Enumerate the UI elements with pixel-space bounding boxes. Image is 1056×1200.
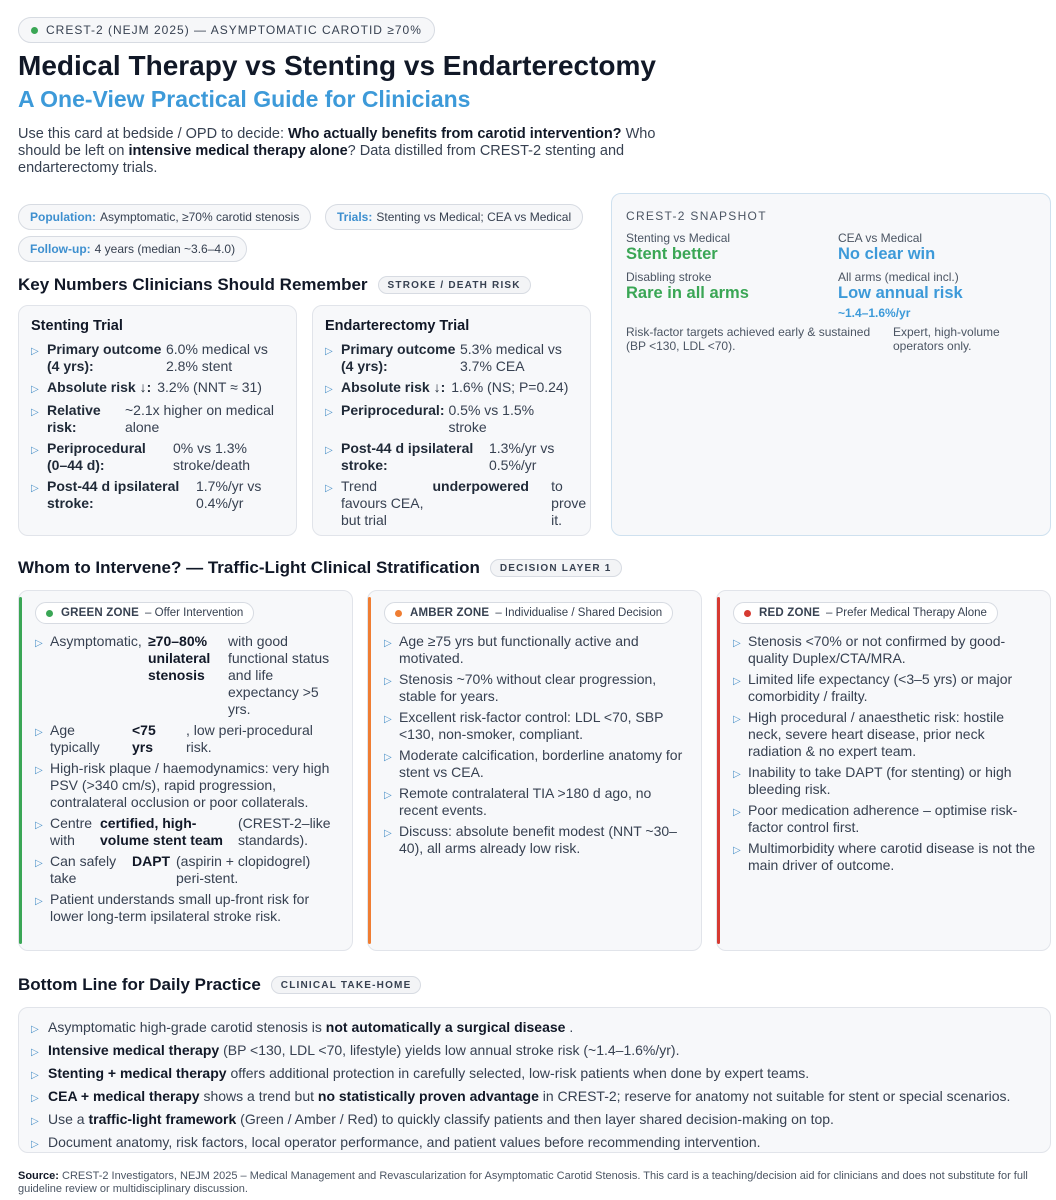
list-item: ▷ Intensive medical therapy (BP <130, LDL <70, lifestyle) yields low annual stroke risk (~1.4–1.6%/yr). [31,1042,1050,1061]
bullet-triangle-icon: ▷ [35,896,43,907]
bullet-triangle-icon: ▷ [733,845,741,856]
green-dot-icon [46,610,53,617]
endarterectomy-trial-title: Endarterectomy Trial [325,318,470,334]
snapshot-card [611,193,1051,536]
key-numbers-tag: STROKE / DEATH RISK [378,276,531,294]
list-item: ▷ Age typically <75 yrs , low peri-procedural risk. [35,722,313,755]
stat-row: ▷ Primary outcome (4 yrs): 5.3% medical vs 3.7% CEA [325,341,562,374]
followup-chip: Follow-up: 4 years (median ~3.6–4.0) [18,236,247,262]
snapshot-value: Stent better [626,245,718,263]
bullet-triangle-icon: ▷ [325,384,333,395]
stat-row: ▷ Absolute risk ↓: 1.6% (NS; P=0.24) [325,379,590,398]
population-chip: Population: Asymptomatic, ≥70% carotid stenosis [18,204,311,230]
bottom-line-heading: Bottom Line for Daily Practice CLINICAL TAKE-HOME [18,975,421,995]
stat-row: ▷ Primary outcome (4 yrs): 6.0% medical vs 2.8% stent [31,341,268,374]
bullet-triangle-icon: ▷ [31,407,39,418]
stat-row: ▷ Relative risk: ~2.1x higher on medical alone [31,402,275,435]
stat-row: ▷ Trend favours CEA, but trial underpowered to prove it. [325,478,587,528]
list-item: ▷ Document anatomy, risk factors, local operator performance, and patient values before recommending intervention. [31,1134,1050,1153]
amber-zone-bar [368,597,371,944]
list-item: ▷ Remote contralateral TIA >180 d ago, no recent events. [384,785,652,818]
snapshot-subvalue: ~1.4–1.6%/yr [838,306,911,320]
bullet-triangle-icon: ▷ [31,1070,39,1081]
list-item: ▷ Poor medication adherence – optimise risk-factor control first. [733,802,1018,835]
bullet-triangle-icon: ▷ [31,1024,39,1035]
green-dot-icon [31,27,38,34]
amber-zone-pill: AMBER ZONE – Individualise / Shared Decision [384,602,673,624]
bullet-triangle-icon: ▷ [35,638,43,649]
bullet-triangle-icon: ▷ [733,676,741,687]
stat-row: ▷ Post-44 d ipsilateral stroke: 1.7%/yr vs 0.4%/yr [31,478,262,511]
snapshot-value: No clear win [838,245,936,263]
bullet-triangle-icon: ▷ [31,1139,39,1150]
list-item: ▷ CEA + medical therapy shows a trend but no statistically proven advantage in CREST-2; reserve for anatomy not suitable for stent or special scenarios. [31,1088,1050,1107]
bullet-triangle-icon: ▷ [384,828,392,839]
snapshot-value: Low annual risk [838,284,963,302]
stat-row: ▷ Periprocedural: 0.5% vs 1.5% stroke [325,402,535,435]
bullet-triangle-icon: ▷ [31,346,39,357]
bullet-triangle-icon: ▷ [31,1093,39,1104]
bullet-triangle-icon: ▷ [384,790,392,801]
red-zone-bar [717,597,720,944]
list-item: ▷ Patient understands small up-front risk for lower long-term ipsilateral stroke risk. [35,891,310,924]
list-item: ▷ High procedural / anaesthetic risk: hostile neck, severe heart disease, prior neck radiation & no expert team. [733,709,1005,759]
list-item: ▷ Stenosis <70% or not confirmed by good-quality Duplex/CTA/MRA. [733,633,1006,666]
bullet-triangle-icon: ▷ [733,807,741,818]
bullet-triangle-icon: ▷ [31,445,39,456]
list-item: ▷ Stenosis ~70% without clear progression, stable for years. [384,671,657,704]
bullet-triangle-icon: ▷ [325,346,333,357]
green-zone-list [35,633,344,929]
snapshot-key: CEA vs Medical [838,231,923,245]
bullet-triangle-icon: ▷ [325,407,333,418]
stratification-heading: Whom to Intervene? — Traffic-Light Clinical Stratification DECISION LAYER 1 [18,558,622,578]
bullet-triangle-icon: ▷ [35,727,43,738]
trial-badge [18,17,435,43]
amber-zone-card [367,590,702,951]
list-item: ▷ Centre with certified, high-volume stent team (CREST-2–like standards). [35,815,331,848]
snapshot-value: Rare in all arms [626,284,749,302]
list-item: ▷ Can safely take DAPT (aspirin + clopidogrel) peri-stent. [35,853,311,886]
list-item: ▷ Asymptomatic, ≥70–80% unilateral stenosis with good functional status and life expectancy >5 yrs. [35,633,330,717]
stenting-trial-card [18,305,297,536]
bullet-triangle-icon: ▷ [35,858,43,869]
page-title: Medical Therapy vs Stenting vs Endarterectomy [18,50,656,81]
bullet-triangle-icon: ▷ [733,638,741,649]
list-item: ▷ Excellent risk-factor control: LDL <70, SBP <130, non-smoker, compliant. [384,709,664,742]
bullet-triangle-icon: ▷ [733,714,741,725]
trials-chip: Trials: Stenting vs Medical; CEA vs Medical [325,204,583,230]
list-item: ▷ High-risk plaque / haemodynamics: very high PSV (>340 cm/s), rapid progression, contralateral occlusion or poor collaterals. [35,760,330,810]
green-zone-card [18,590,353,951]
list-item: ▷ Age ≥75 yrs but functionally active and motivated. [384,633,639,666]
amber-zone-list [384,633,693,861]
bullet-triangle-icon: ▷ [31,483,39,494]
stat-row: ▷ Periprocedural (0–44 d): 0% vs 1.3% stroke/death [31,440,251,473]
list-item: ▷ Inability to take DAPT (for stenting) or high bleeding risk. [733,764,1012,797]
list-item: ▷ Limited life expectancy (<3–5 yrs) or major comorbidity / frailty. [733,671,1013,704]
bottom-line-tag: CLINICAL TAKE-HOME [271,976,422,994]
endarterectomy-trial-card [312,305,591,536]
bullet-triangle-icon: ▷ [35,820,43,831]
list-item: ▷ Asymptomatic high-grade carotid stenosis is not automatically a surgical disease . [31,1019,1050,1038]
stenting-trial-title: Stenting Trial [31,318,123,334]
source-footnote: Source: CREST-2 Investigators, NEJM 2025 – Medical Management and Revascularization for Asymptomatic Carotid Stenosis. This card is a teaching/decision aid for clinicians and does not substitute for full guideline review or multidisciplinary discussion. [18,1170,1028,1195]
key-numbers-heading: Key Numbers Clinicians Should Remember STROKE / DEATH RISK [18,275,531,295]
snapshot-note-right: Expert, high-volume operators only. [893,325,1000,353]
list-item: ▷ Use a traffic-light framework (Green / Amber / Red) to quickly classify patients and then layer shared decision-making on top. [31,1111,1050,1130]
bullet-triangle-icon: ▷ [325,445,333,456]
green-zone-pill: GREEN ZONE – Offer Intervention [35,602,254,624]
stat-row: ▷ Post-44 d ipsilateral stroke: 1.3%/yr vs 0.5%/yr [325,440,555,473]
snapshot-key: All arms (medical incl.) [838,270,959,284]
page-subtitle: A One-View Practical Guide for Clinicians [18,86,471,112]
red-zone-list [733,633,1042,878]
snapshot-key: Disabling stroke [626,270,712,284]
bullet-triangle-icon: ▷ [31,1047,39,1058]
trial-badge-label: CREST-2 (NEJM 2025) — ASYMPTOMATIC CAROTID ≥70% [46,23,422,37]
stratification-tag: DECISION LAYER 1 [490,559,622,577]
list-item: ▷ Stenting + medical therapy offers additional protection in carefully selected, low-risk patients when done by expert teams. [31,1065,1050,1084]
red-zone-card [716,590,1051,951]
green-zone-bar [19,597,22,944]
bullet-triangle-icon: ▷ [35,765,43,776]
bullet-triangle-icon: ▷ [384,676,392,687]
bullet-triangle-icon: ▷ [384,638,392,649]
amber-dot-icon [395,610,402,617]
intro-text: Use this card at bedside / OPD to decide: Who actually benefits from carotid intervention? Who should be left on intensive medical therapy alone? Data distilled from CREST-2 stenting and endarterectomy trials. [18,126,656,176]
red-zone-pill: RED ZONE – Prefer Medical Therapy Alone [733,602,998,624]
stat-row: ▷ Absolute risk ↓: 3.2% (NNT ≈ 31) [31,379,296,398]
list-item: ▷ Discuss: absolute benefit modest (NNT ~30–40), all arms already low risk. [384,823,677,856]
bullet-triangle-icon: ▷ [384,714,392,725]
list-item: ▷ Moderate calcification, borderline anatomy for stent vs CEA. [384,747,683,780]
snapshot-note-left: Risk-factor targets achieved early & sustained (BP <130, LDL <70). [626,325,871,353]
bullet-triangle-icon: ▷ [384,752,392,763]
snapshot-key: Stenting vs Medical [626,231,731,245]
red-dot-icon [744,610,751,617]
bottom-line-card [18,1007,1051,1153]
bullet-triangle-icon: ▷ [325,483,333,494]
bullet-triangle-icon: ▷ [31,384,39,395]
list-item: ▷ Multimorbidity where carotid disease is not the main driver of outcome. [733,840,1036,873]
bullet-triangle-icon: ▷ [31,1116,39,1127]
snapshot-label: CREST-2 SNAPSHOT [626,209,767,223]
bullet-triangle-icon: ▷ [733,769,741,780]
